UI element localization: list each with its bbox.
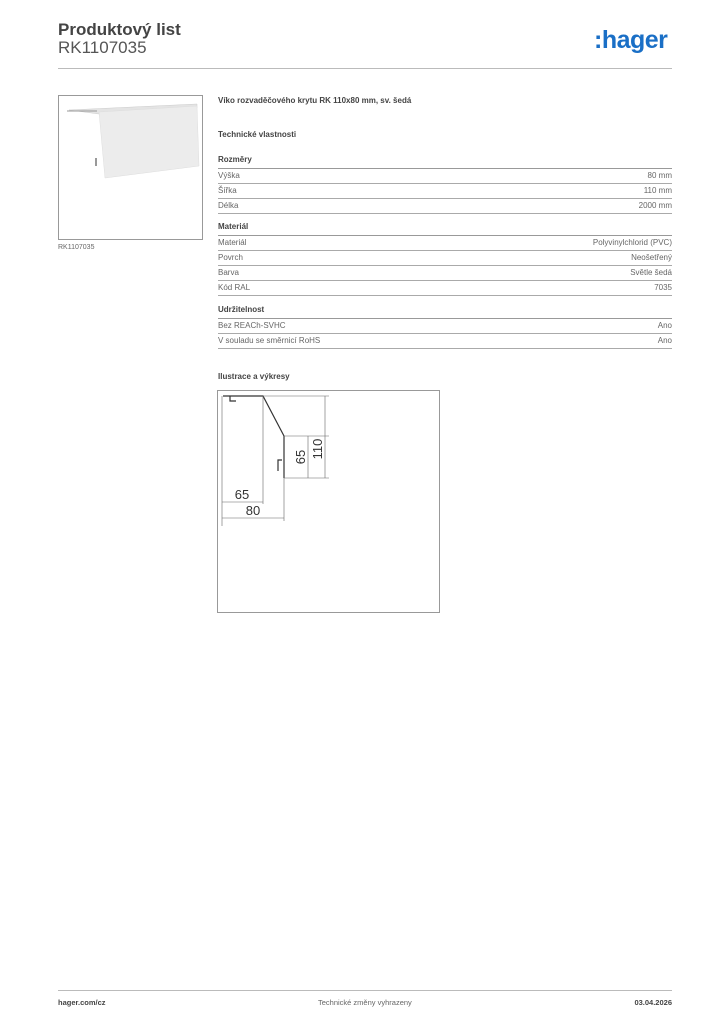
product-name: Víko rozvaděčového krytu RK 110x80 mm, sv. šedá [218,96,412,105]
footer-note: Technické změny vyhrazeny [318,998,412,1007]
section-title: Materiál [218,222,672,236]
dim-65-vertical: 65 [293,449,308,465]
image-caption: RK1107035 [58,244,95,251]
table-row: Délka 2000 mm [218,199,672,214]
table-row: Barva Světle šedá [218,266,672,281]
product-code: RK1107035 [58,38,147,57]
section-title: Udržitelnost [218,305,672,319]
header-divider [58,68,672,69]
technical-drawing [217,390,440,613]
dim-65-horizontal: 65 [234,487,250,502]
dim-110: 110 [310,438,325,460]
product-image [58,95,203,240]
footer-divider [58,990,672,991]
tech-title: Technické vlastnosti [218,130,297,139]
table-row: V souladu se směrnicí RoHS Ano [218,334,672,349]
table-row: Bez REACh-SVHC Ano [218,319,672,334]
footer-date: 03.04.2026 [634,998,672,1007]
page-title: Produktový list [58,20,181,39]
section-material [218,222,672,296]
hager-logo: :hager [594,26,668,54]
dim-80: 80 [245,503,261,518]
section-title: Rozměry [218,155,672,169]
table-row: Šířka 110 mm [218,184,672,199]
footer-website[interactable]: hager.com/cz [58,998,106,1007]
section-dimensions [218,155,672,214]
section-sustainability [218,305,672,349]
table-row: Výška 80 mm [218,169,672,184]
table-row: Povrch Neošetřený [218,251,672,266]
table-row: Materiál Polyvinylchlorid (PVC) [218,236,672,251]
drawing-title: Ilustrace a výkresy [218,372,290,381]
table-row: Kód RAL 7035 [218,281,672,296]
